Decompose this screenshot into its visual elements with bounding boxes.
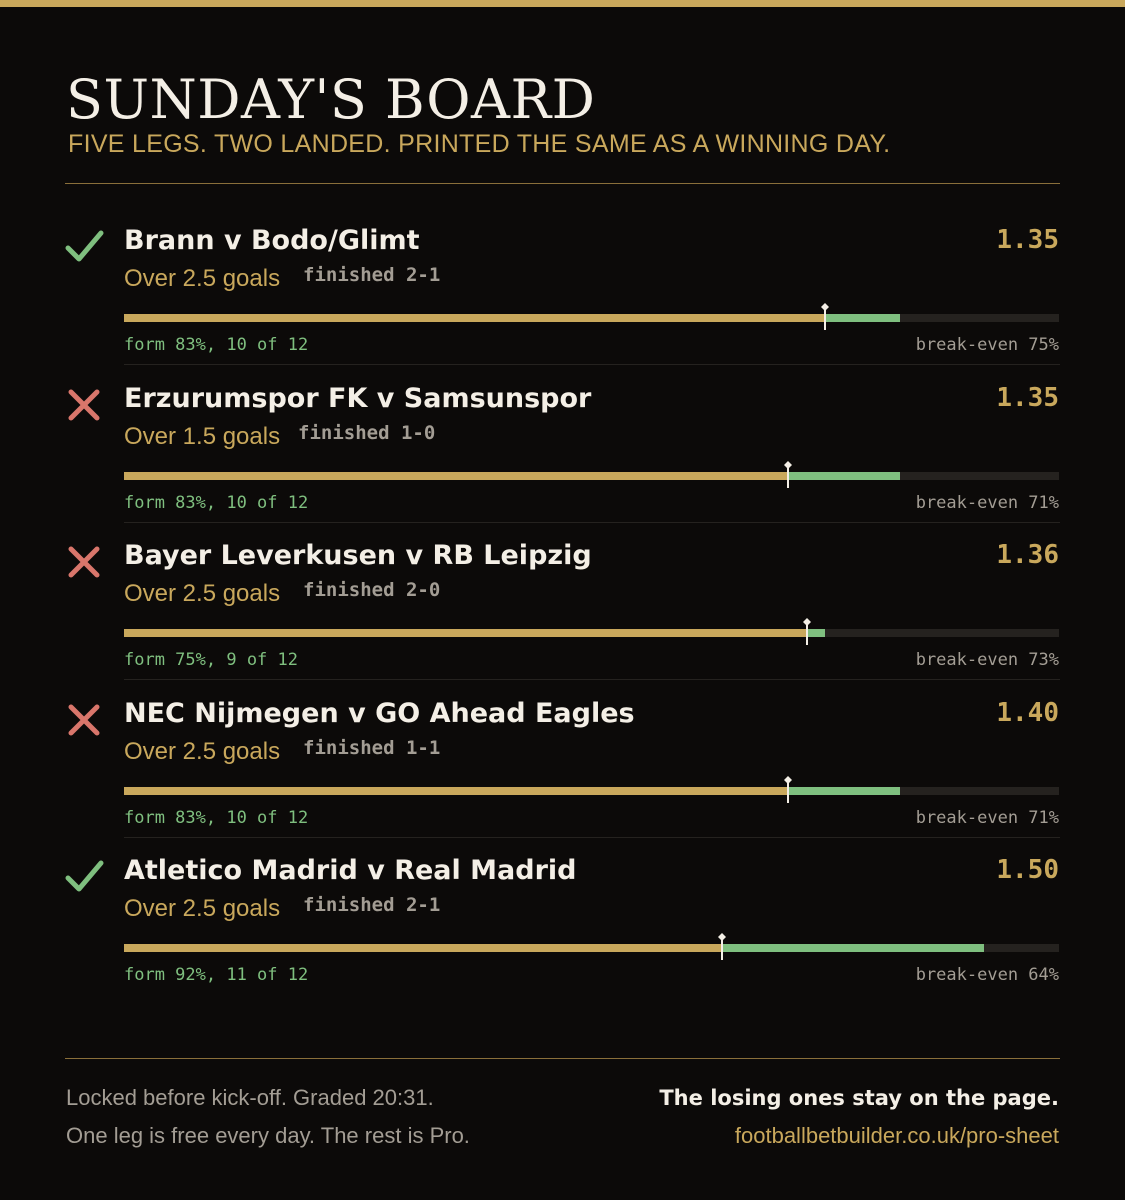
form-label: form 83%, 10 of 12 [124,493,309,513]
final-score: finished 1-0 [298,422,436,444]
match-name: Atletico Madrid v Real Madrid [124,855,577,886]
form-edge-fill [722,944,984,952]
footer-tagline: The losing ones stay on the page. [659,1086,1059,1110]
final-score: finished 2-1 [303,894,441,916]
leg-divider [124,522,1060,523]
leg-row [0,220,1125,377]
leg-odds: 1.36 [996,540,1059,570]
final-score: finished 2-1 [303,264,441,286]
leg-row [0,850,1125,1007]
leg-row [0,378,1125,535]
leg-odds: 1.35 [996,225,1059,255]
form-label: form 83%, 10 of 12 [124,335,309,355]
footer-divider [65,1058,1060,1059]
breakeven-fill [124,472,788,480]
leg-odds: 1.35 [996,383,1059,413]
match-name: Bayer Leverkusen v RB Leipzig [124,540,592,571]
market-label: Over 2.5 goals [124,580,281,607]
match-name: NEC Nijmegen v GO Ahead Eagles [124,698,635,729]
breakeven-fill [124,629,807,637]
page-title: SUNDAY'S BOARD [66,68,596,131]
form-bar [124,787,1059,795]
leg-divider [124,837,1060,838]
breakeven-label: break-even 73% [915,650,1059,670]
breakeven-marker [801,617,813,645]
check-icon [64,857,104,897]
market-label: Over 2.5 goals [124,895,281,922]
leg-divider [124,364,1060,365]
footer-pro-note: One leg is free every day. The rest is Pro. [66,1123,470,1148]
header-divider [65,183,1060,184]
market-label: Over 2.5 goals [124,265,281,292]
final-score: finished 2-0 [303,579,441,601]
market-label: Over 1.5 goals [124,423,281,450]
form-bar [124,629,1059,637]
pro-sheet-link[interactable]: footballbetbuilder.co.uk/pro-sheet [734,1123,1059,1148]
cross-icon [64,700,104,740]
form-bar [124,944,1059,952]
breakeven-marker [819,302,831,330]
match-name: Brann v Bodo/Glimt [124,225,420,256]
breakeven-marker [782,775,794,803]
breakeven-label: break-even 71% [915,493,1059,513]
breakeven-marker [716,932,728,960]
cross-icon [64,542,104,582]
form-label: form 75%, 9 of 12 [124,650,298,670]
breakeven-marker [782,460,794,488]
final-score: finished 1-1 [303,737,441,759]
breakeven-fill [124,314,825,322]
breakeven-label: break-even 71% [915,808,1059,828]
form-bar [124,472,1059,480]
breakeven-fill [124,787,788,795]
breakeven-fill [124,944,722,952]
leg-row [0,693,1125,850]
cross-icon [64,385,104,425]
breakeven-label: break-even 75% [915,335,1059,355]
form-label: form 92%, 11 of 12 [124,965,309,985]
form-edge-fill [825,314,900,322]
top-accent-rule [0,0,1125,7]
market-label: Over 2.5 goals [124,738,281,765]
page-subtitle: FIVE LEGS. TWO LANDED. PRINTED THE SAME AS A WINNING DAY. [68,130,891,158]
breakeven-label: break-even 64% [915,965,1059,985]
form-bar [124,314,1059,322]
form-edge-fill [788,472,900,480]
footer-lock-note: Locked before kick-off. Graded 20:31. [66,1085,434,1110]
match-name: Erzurumspor FK v Samsunspor [124,383,592,414]
check-icon [64,227,104,267]
leg-odds: 1.50 [996,855,1059,885]
leg-row [0,535,1125,692]
form-label: form 83%, 10 of 12 [124,808,309,828]
leg-divider [124,679,1060,680]
form-edge-fill [788,787,900,795]
leg-odds: 1.40 [996,698,1059,728]
